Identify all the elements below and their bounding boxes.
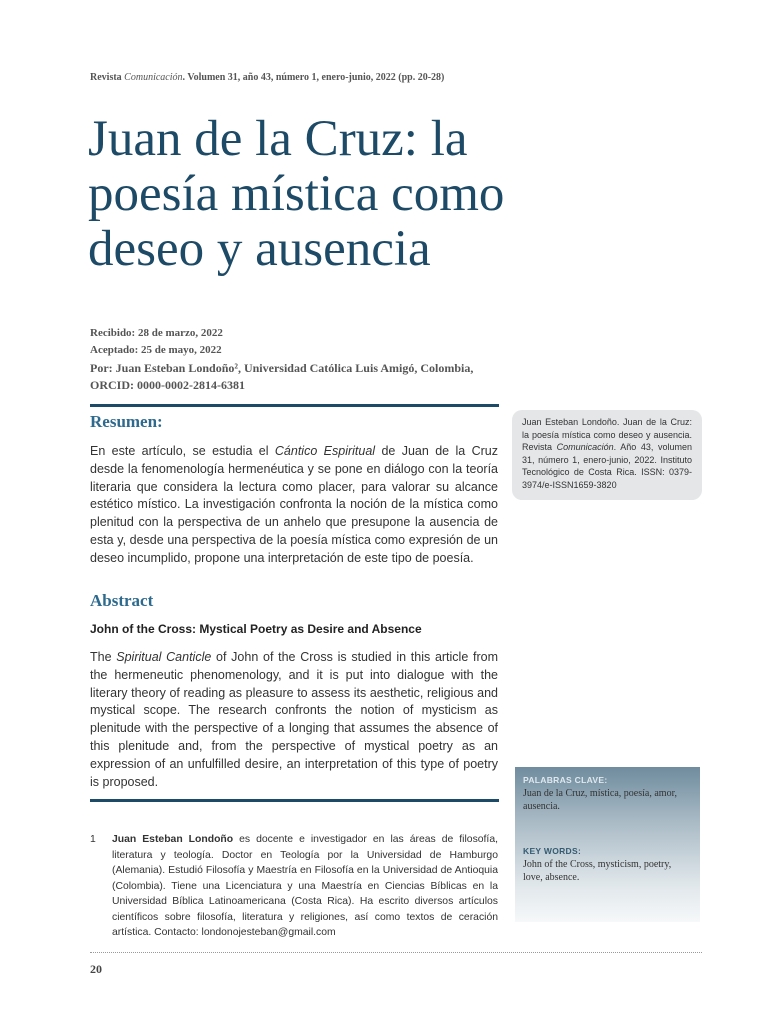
article-dates — [90, 325, 223, 359]
abstract-italic: Spiritual Canticle — [116, 650, 212, 664]
resumen-text — [90, 443, 498, 568]
abstract-text-end: of John of the Cross is studied in this article from the hermeneutic phenomenology, and it is put into dialogue with the literary theory of reading as pleasure to assess its aesthetic, religious and mystical scope. The research confronts the notion of mysticism as plenitude with the perspective of a longing that assumes the absence of this plenitude and, from the perspective of mystical poetry as an expression of an unfulfilled desire, an interpretation of this type of poetry is proposed. — [90, 650, 499, 789]
page-number: 20 — [90, 962, 102, 976]
resumen-text-end: de Juan de la Cruz desde la fenomenología hermenéutica y se pone en diálogo con la teoría literaria que considera la lectura como placer, para valorar su alcance estético místico. La investigación confronta la noción de la mística como plenitud con la perspectiva de un anhelo que presupone la ausencia de esta y, desde una perspectiva de la poesía mística como expresión de un deseo incumplido, propone una interpretación de este tipo de poesía. — [90, 444, 498, 565]
footnote-body — [112, 832, 498, 941]
footnote-text: es docente e investigador en las áreas de filosofía, literatura y teología. Doctor en Teología por la Universidad de Hamburgo (Alemania). Estudió Filosofía y Maestría en Filosofía en la Universidad de Antioquia (Colombia). Tiene una Licenciatura y una Maestría en Ciencias Bíblicas en la Universidad Bíblica Latinoamericana (Costa Rica). Ha escrito diversos artículos científicos sobre filosofía, literatura y religiones, así como textos de ceración artística. Contacto: londonojesteban@gmail.com — [112, 834, 498, 938]
keywords-box — [515, 767, 700, 922]
journal-prefix: Revista — [90, 72, 125, 83]
footnote-author-name: Juan Esteban Londoño — [112, 834, 234, 845]
received-date: Recibido: 28 de marzo, 2022 — [90, 327, 223, 339]
footnote-number: 1 — [90, 834, 96, 845]
abstract-title: John of the Cross: Mystical Poetry as Desire and Absence — [90, 622, 422, 636]
citation-box — [512, 410, 702, 500]
article-title: Juan de la Cruz: la poesía mística como deseo y ausencia — [88, 111, 505, 277]
bottom-divider — [90, 799, 499, 802]
keywords-es-text: Juan de la Cruz, mística, poesía, amor, ausencia. — [523, 788, 677, 812]
journal-name: Comunicación — [124, 72, 183, 83]
footer-divider — [90, 952, 702, 953]
journal-details: . Volumen 31, año 43, número 1, enero-junio, 2022 (pp. 20-28) — [182, 72, 445, 83]
author-info: Por: Juan Esteban Londoño², Universidad Católica Luis Amigó, Colombia, ORCID: 0000-0002-2814-6381 — [90, 361, 474, 392]
journal-header — [90, 72, 650, 83]
keywords-es-label: PALABRAS CLAVE: — [523, 775, 608, 785]
resumen-heading: Resumen: — [90, 412, 163, 431]
author-footnote — [90, 832, 498, 941]
citation-text-end: . Año 43, volumen 31, número 1, enero-junio, 2022. Instituto Tecnológico de Costa Rica. ISSN: 0379-3974/e-ISSN1659-3820 — [522, 442, 692, 490]
keywords-en-text: John of the Cross, mysticism, poetry, love, absence. — [523, 859, 672, 883]
abstract-text — [90, 649, 498, 791]
abstract-heading: Abstract — [90, 591, 154, 610]
top-divider — [90, 404, 499, 407]
citation-text-start: Juan Esteban Londoño. Juan de la Cruz: la poesía mística como deseo y ausencia. Revista — [522, 417, 692, 453]
abstract-text-start: The — [90, 650, 117, 664]
citation-italic: Comunicación — [556, 442, 614, 453]
resumen-text-start: En este artículo, se estudia el — [90, 444, 275, 458]
keywords-en-label: KEY WORDS: — [523, 846, 582, 856]
resumen-italic: Cántico Espiritual — [274, 444, 376, 458]
accepted-date: Aceptado: 25 de mayo, 2022 — [90, 344, 222, 356]
